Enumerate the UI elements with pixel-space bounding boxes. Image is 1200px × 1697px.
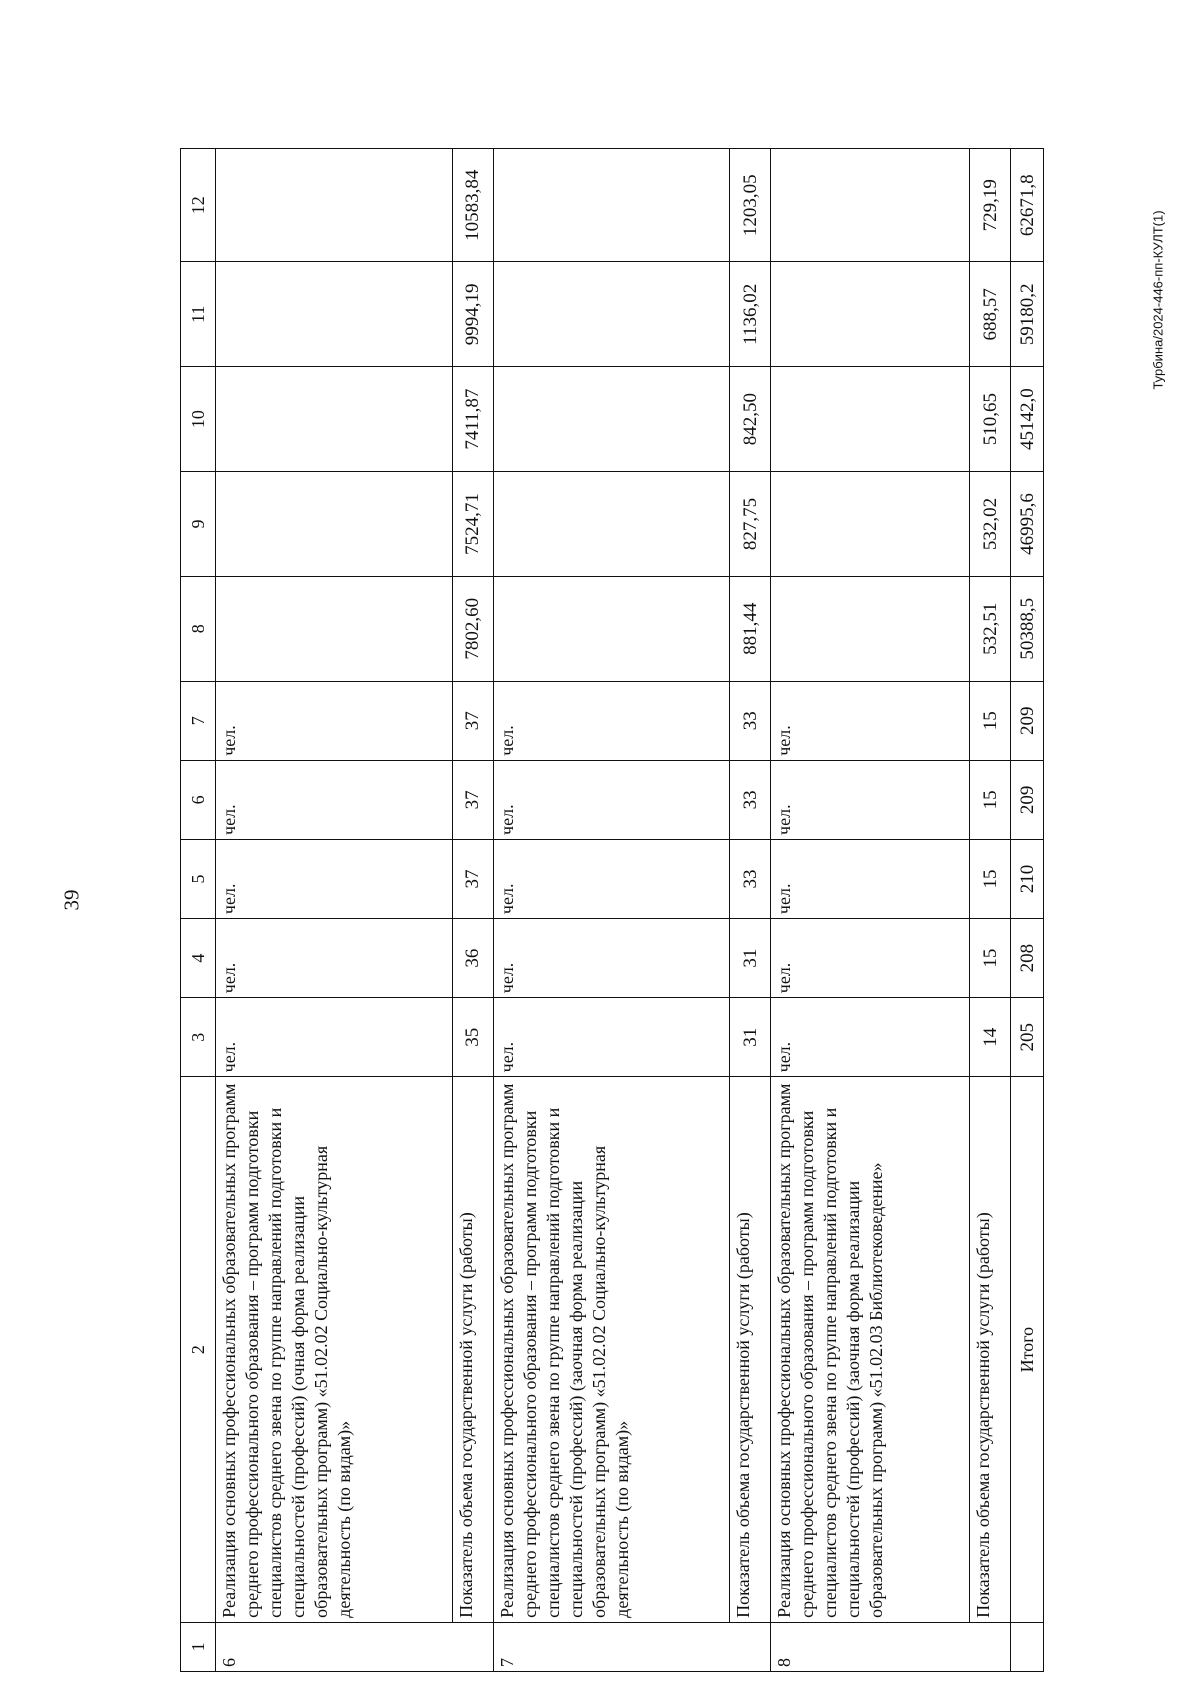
- empty-cell: [771, 149, 970, 262]
- unit-cell: чел.: [493, 919, 730, 998]
- value-cell: 15: [970, 919, 1011, 998]
- empty-cell: [216, 149, 453, 262]
- total-value-cell: 209: [1011, 760, 1044, 839]
- unit-cell: чел.: [216, 681, 453, 760]
- empty-cell: [216, 472, 453, 577]
- page-number: 39: [59, 889, 84, 911]
- value-cell: 33: [730, 760, 771, 839]
- total-value-cell: 210: [1011, 839, 1044, 918]
- unit-cell: чел.: [771, 760, 970, 839]
- total-row: [1011, 149, 1044, 1672]
- total-value-cell: 45142,0: [1011, 367, 1044, 472]
- unit-cell: чел.: [216, 919, 453, 998]
- empty-cell: [493, 367, 730, 472]
- unit-cell: чел.: [771, 998, 970, 1077]
- empty-cell: [216, 262, 453, 367]
- unit-cell: чел.: [771, 839, 970, 918]
- value-cell: 827,75: [730, 472, 771, 577]
- value-cell: 532,02: [970, 472, 1011, 577]
- total-value-cell: 50388,5: [1011, 576, 1044, 681]
- header-cell: 2: [181, 1077, 216, 1622]
- total-label: Итого: [1011, 1077, 1044, 1622]
- empty-cell: [771, 262, 970, 367]
- header-cell: 8: [181, 576, 216, 681]
- value-cell: 881,44: [730, 576, 771, 681]
- header-cell: 5: [181, 839, 216, 918]
- value-cell: 1203,05: [730, 149, 771, 262]
- indicator-row: [452, 149, 493, 1672]
- value-cell: 532,51: [970, 576, 1011, 681]
- unit-cell: чел.: [771, 919, 970, 998]
- value-cell: 10583,84: [452, 149, 493, 262]
- indicator-row: [730, 149, 771, 1672]
- value-cell: 9994,19: [452, 262, 493, 367]
- value-cell: 510,65: [970, 367, 1011, 472]
- unit-cell: чел.: [493, 681, 730, 760]
- header-cell: 7: [181, 681, 216, 760]
- service-description: Реализация основных профессиональных образовательных программ среднего профессионального образования – программ подготовки специалистов среднего звена по группе направлений подготовки и специальностей (профессий) (очная форма реализации образовательных программ) «51.02.02 Социально-культурная деятельность (по видам)»: [216, 1077, 453, 1622]
- header-row: [181, 149, 216, 1672]
- unit-cell: чел.: [216, 760, 453, 839]
- unit-cell: чел.: [493, 839, 730, 918]
- value-cell: 729,19: [970, 149, 1011, 262]
- total-value-cell: 59180,2: [1011, 262, 1044, 367]
- value-cell: 15: [970, 839, 1011, 918]
- unit-cell: чел.: [216, 998, 453, 1077]
- value-cell: 7524,71: [452, 472, 493, 577]
- empty-cell: [216, 576, 453, 681]
- empty-cell: [493, 576, 730, 681]
- total-value-cell: 208: [1011, 919, 1044, 998]
- indicator-label: Показатель объема государственной услуги (работы): [452, 1077, 493, 1622]
- header-cell: 12: [181, 149, 216, 262]
- header-cell: 11: [181, 262, 216, 367]
- service-description-row: [493, 149, 730, 1672]
- empty-cell: [1011, 1622, 1044, 1671]
- header-cell: 3: [181, 998, 216, 1077]
- service-description: Реализация основных профессиональных образовательных программ среднего профессионального образования – программ подготовки специалистов среднего звена по группе направлений подготовки и специальностей (профессий) (заочная форма реализации образовательных программ) «51.02.03 Библиотековедение»: [771, 1077, 970, 1622]
- value-cell: 14: [970, 998, 1011, 1077]
- empty-cell: [493, 149, 730, 262]
- value-cell: 688,57: [970, 262, 1011, 367]
- table-frame: [180, 148, 1044, 1672]
- service-description-row: [216, 149, 453, 1672]
- value-cell: 36: [452, 919, 493, 998]
- value-cell: 37: [452, 839, 493, 918]
- value-cell: 31: [730, 998, 771, 1077]
- row-number: 7: [493, 1622, 771, 1671]
- value-cell: 35: [452, 998, 493, 1077]
- value-cell: 37: [452, 760, 493, 839]
- row-number: 8: [771, 1622, 1011, 1671]
- service-description-row: [771, 149, 970, 1672]
- empty-cell: [771, 472, 970, 577]
- value-cell: 1136,02: [730, 262, 771, 367]
- value-cell: 33: [730, 681, 771, 760]
- empty-cell: [493, 262, 730, 367]
- value-cell: 7802,60: [452, 576, 493, 681]
- data-table: [180, 148, 1044, 1672]
- header-cell: 1: [181, 1622, 216, 1671]
- empty-cell: [216, 367, 453, 472]
- empty-cell: [493, 472, 730, 577]
- unit-cell: чел.: [493, 998, 730, 1077]
- value-cell: 7411,87: [452, 367, 493, 472]
- unit-cell: чел.: [216, 839, 453, 918]
- total-value-cell: 46995,6: [1011, 472, 1044, 577]
- value-cell: 842,50: [730, 367, 771, 472]
- value-cell: 15: [970, 760, 1011, 839]
- header-cell: 6: [181, 760, 216, 839]
- row-number: 6: [216, 1622, 494, 1671]
- rotated-table-container: [180, 148, 1044, 1672]
- unit-cell: чел.: [771, 681, 970, 760]
- document-code: Турбина/2024-446-пп-КУЛТ(1): [1150, 210, 1166, 390]
- header-cell: 4: [181, 919, 216, 998]
- empty-cell: [771, 367, 970, 472]
- value-cell: 33: [730, 839, 771, 918]
- total-value-cell: 62671,8: [1011, 149, 1044, 262]
- header-cell: 10: [181, 367, 216, 472]
- value-cell: 37: [452, 681, 493, 760]
- value-cell: 31: [730, 919, 771, 998]
- indicator-label: Показатель объема государственной услуги (работы): [730, 1077, 771, 1622]
- total-value-cell: 205: [1011, 998, 1044, 1077]
- service-description: Реализация основных профессиональных образовательных программ среднего профессионального образования – программ подготовки специалистов среднего звена по группе направлений подготовки и специальностей (профессий) (заочная форма реализации образовательных программ) «51.02.02 Социально-культурная деятельность (по видам)»: [493, 1077, 730, 1622]
- header-cell: 9: [181, 472, 216, 577]
- total-value-cell: 209: [1011, 681, 1044, 760]
- indicator-label: Показатель объема государственной услуги (работы): [970, 1077, 1011, 1622]
- empty-cell: [771, 576, 970, 681]
- indicator-row: [970, 149, 1011, 1672]
- unit-cell: чел.: [493, 760, 730, 839]
- value-cell: 15: [970, 681, 1011, 760]
